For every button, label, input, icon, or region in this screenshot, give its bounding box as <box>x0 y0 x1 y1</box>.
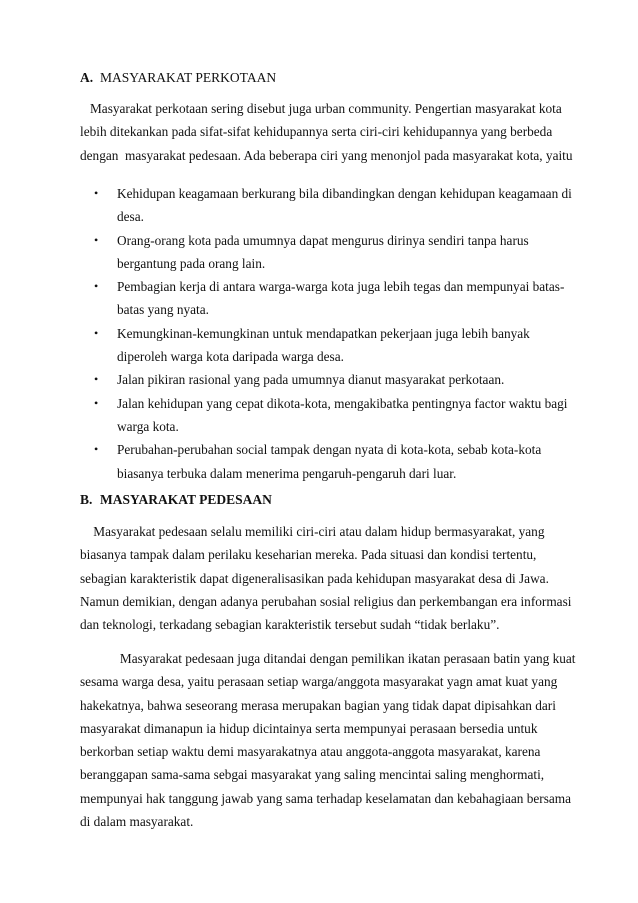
list-item <box>80 368 560 391</box>
paragraph-line: mempunyai hak tanggung jawab yang sama terhadap keselamatan dan kebahagiaan bersama <box>80 790 572 806</box>
section-a-bullet-list <box>80 182 572 485</box>
section-b-letter: B. <box>80 492 93 507</box>
list-item <box>80 322 560 369</box>
list-item-line: Perubahan-perubahan social tampak dengan nyata di kota-kota, sebab kota-kota <box>117 442 542 458</box>
paragraph-line: dengan masyarakat pedesaan. Ada beberapa ciri yang menonjol pada masyarakat kota, yaitu <box>80 147 573 163</box>
bullet-icon: • <box>94 325 99 340</box>
paragraph-line: sebagian karakteristik dapat digeneralisasikan pada kehidupan masyarakat desa di Jawa. <box>80 570 549 586</box>
paragraph-line: masyarakat dimanapun ia hidup dicintainya serta mempunyai perasaan bersedia untuk <box>80 720 538 736</box>
list-item-line: warga kota. <box>117 418 179 434</box>
section-a-heading <box>80 70 276 86</box>
paragraph-line: hakekatnya, bahwa seseorang merasa merupakan bagian yang tidak dapat dipisahkan dari <box>80 697 556 713</box>
list-item-line: Kehidupan keagamaan berkurang bila dibandingkan dengan kehidupan keagamaan di <box>117 186 572 201</box>
paragraph-line: beranggapan sama-sama sebgai masyarakat yang saling mencintai saling menghormati, <box>80 767 545 783</box>
bullet-icon: • <box>94 372 99 387</box>
bullet-icon: • <box>94 186 99 200</box>
section-a-intro <box>80 97 573 167</box>
section-a-title: MASYARAKAT PERKOTAAN <box>100 70 277 85</box>
paragraph-line: sesama warga desa, yaitu perasaan setiap warga/anggota masyarakat yagn amat kuat yang <box>80 674 558 690</box>
list-item <box>80 438 560 485</box>
list-item-line: Pembagian kerja di antara warga-warga kota juga lebih tegas dan mempunyai batas- <box>117 279 565 295</box>
list-item <box>80 229 560 276</box>
paragraph-line: biasanya tampak dalam perilaku keseharian mereka. Pada situasi dan kondisi tertentu, <box>80 547 537 563</box>
paragraph-line: berkorban setiap waktu demi masyarakatnya atau anggota-anggota masyarakat, karena <box>80 744 541 760</box>
paragraph-line: Masyarakat perkotaan sering disebut juga urban community. Pengertian masyarakat kota <box>80 101 562 116</box>
bullet-icon: • <box>94 279 99 294</box>
section-a-letter: A. <box>80 70 94 85</box>
list-item-line: diperoleh warga kota daripada warga desa. <box>117 349 344 365</box>
list-item-line: Kemungkinan-kemungkinan untuk mendapatkan pekerjaan juga lebih banyak <box>117 325 530 341</box>
bullet-icon: • <box>94 232 99 247</box>
section-b-paragraph-1 <box>80 520 572 636</box>
list-item <box>80 392 568 439</box>
paragraph-line: dan teknologi, terkadang sebagian karakteristik tersebut sudah “tidak berlaku”. <box>80 617 500 633</box>
bullet-icon: • <box>94 442 99 457</box>
list-item <box>80 182 572 229</box>
list-item-line: biasanya terbuka dalam menerima pengaruh-pengaruh dari luar. <box>117 465 457 481</box>
list-item-line: bergantung pada orang lain. <box>117 255 266 271</box>
paragraph-line: lebih ditekankan pada sifat-sifat kehidupannya serta ciri-ciri kehidupannya yang berbeda <box>80 124 553 140</box>
section-b-heading <box>80 492 272 508</box>
list-item-line: Jalan pikiran rasional yang pada umumnya dianut masyarakat perkotaan. <box>117 372 505 388</box>
paragraph-line: di dalam masyarakat. <box>80 814 194 830</box>
list-item-line: desa. <box>117 209 144 225</box>
list-item-line: batas yang nyata. <box>117 302 209 318</box>
paragraph-line: Namun demikian, dengan adanya perubahan sosial religius dan perkembangan era informasi <box>80 593 572 609</box>
paragraph-line: Masyarakat pedesaan selalu memiliki ciri-ciri atau dalam hidup bermasyarakat, yang <box>80 524 545 539</box>
paragraph-line: Masyarakat pedesaan juga ditandai dengan pemilikan ikatan perasaan batin yang kuat <box>80 651 576 666</box>
section-b-paragraph-2 <box>80 647 576 833</box>
section-b-title: MASYARAKAT PEDESAAN <box>100 492 272 507</box>
list-item-line: Jalan kehidupan yang cepat dikota-kota, mengakibatka pentingnya factor waktu bagi <box>117 395 568 411</box>
bullet-icon: • <box>94 395 99 410</box>
list-item <box>80 275 565 322</box>
list-item-line: Orang-orang kota pada umumnya dapat mengurus dirinya sendiri tanpa harus <box>117 232 529 248</box>
